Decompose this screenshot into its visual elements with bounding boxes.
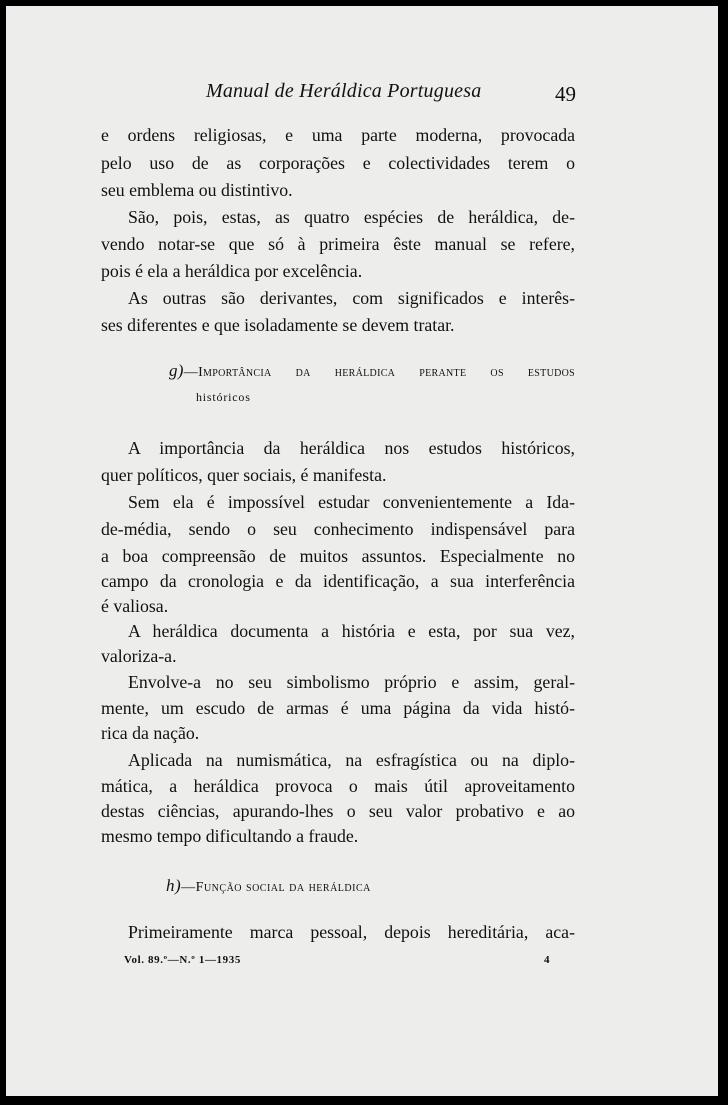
text-line: A heráldica documenta a história e esta, por sua vez, (128, 621, 575, 641)
text-line: é valiosa. (101, 596, 169, 616)
text-line: seu emblema ou distintivo. (101, 180, 293, 200)
section-heading-g (169, 361, 575, 381)
text-line: de-média, sendo o seu conhecimento indispensável para (101, 519, 575, 539)
text-line: pelo uso de as corporações e colectividades terem o (101, 153, 575, 173)
text-line: campo da cronologia e da identificação, a sua interferência (101, 571, 575, 591)
text-line: A importância da heráldica nos estudos históricos, (128, 438, 575, 458)
text-line: Aplicada na numismática, na esfragística ou na diplo- (128, 750, 575, 770)
text-line: rica da nação. (101, 723, 200, 743)
section-heading-g-continuation: históricos (196, 390, 251, 404)
running-title: Manual de Heráldica Portuguesa (206, 80, 482, 102)
text-line: e ordens religiosas, e uma parte moderna, provocada (101, 125, 575, 145)
text-line: mática, a heráldica provoca o mais útil aproveitamento (101, 776, 575, 796)
section-title: —Função social da heráldica (181, 880, 371, 895)
section-heading-h (166, 876, 371, 896)
text-line: destas ciências, apurando-lhes o seu valor probativo e ao (101, 801, 575, 821)
text-line: mesmo tempo dificultando a fraude. (101, 826, 359, 846)
text-line: Primeiramente marca pessoal, depois hereditária, aca- (128, 922, 575, 942)
section-title: —Importância da heráldica perante os estudos (183, 365, 575, 380)
book-page (6, 6, 718, 1096)
volume-footer: Vol. 89.º—N.º 1—1935 (124, 954, 241, 966)
text-line: vendo notar-se que só à primeira êste manual se refere, (101, 234, 575, 254)
text-line: pois é ela a heráldica por excelência. (101, 261, 363, 281)
section-letter: g) (169, 361, 184, 380)
text-line: As outras são derivantes, com significados e interês- (128, 288, 575, 308)
text-line: quer políticos, quer sociais, é manifesta. (101, 465, 387, 485)
page-number: 49 (555, 82, 576, 106)
text-line: a boa compreensão de muitos assuntos. Especialmente no (101, 546, 575, 566)
text-line: ses diferentes e que isoladamente se devem tratar. (101, 315, 455, 335)
text-line: Envolve-a no seu simbolismo próprio e assim, geral- (128, 672, 575, 692)
text-line: São, pois, estas, as quatro espécies de heráldica, de- (128, 207, 575, 227)
text-line: valoriza-a. (101, 646, 177, 666)
text-line: Sem ela é impossível estudar convenientemente a Ida- (128, 492, 575, 512)
text-line: mente, um escudo de armas é uma página da vida histó- (101, 698, 575, 718)
signature-mark: 4 (544, 954, 550, 966)
section-letter: h) (166, 876, 182, 895)
